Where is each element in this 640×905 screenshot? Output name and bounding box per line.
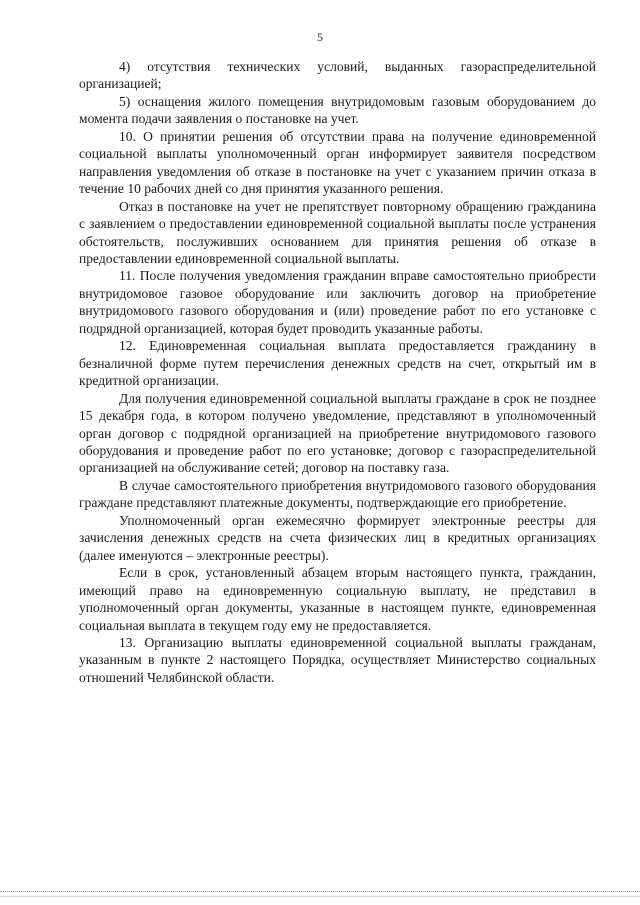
scan-edge-shadow bbox=[0, 896, 640, 897]
paragraph-self-purchase: В случае самостоятельного приобретения внутридомового газового оборудования граждане представляют платежные документы, подтверждающие его приобретение. bbox=[79, 477, 596, 511]
scan-edge-line bbox=[0, 891, 640, 892]
paragraph-refusal-note: Отказ в постановке на учет не препятствует повторному обращению гражданина с заявлением о предоставлении единовременной социальной выплаты после устранения обстоятельств, послуживших основанием для принятия решения об отказе в предоставлении единовременной социальной выплаты. bbox=[79, 198, 596, 266]
document-body bbox=[79, 58, 596, 686]
paragraph-clause-10: 10. О принятии решения об отсутствии права на получение единовременной социальной выплаты уполномоченный орган информирует заявителя посредством направления уведомления об отказе в постановке на учет с указанием причин отказа в течение 10 рабочих дней со дня принятия указанного решения. bbox=[79, 128, 596, 197]
paragraph-missed-deadline: Если в срок, установленный абзацем вторым настоящего пункта, гражданин, имеющий право на единовременную социальную выплату, не представил в уполномоченный орган документы, указанные в настоящем пункте, единовременная социальная выплата в текущем году ему не предоставляется. bbox=[79, 565, 596, 633]
paragraph-item-5: 5) оснащения жилого помещения внутридомовым газовым оборудованием до момента подачи заявления о постановке на учет. bbox=[79, 93, 596, 127]
page-number: 5 bbox=[317, 30, 323, 44]
paragraph-item-4: 4) отсутствия технических условий, выданных газораспределительной организацией; bbox=[79, 59, 596, 92]
paragraph-documents-deadline: Для получения единовременной социальной выплаты граждане в срок не позднее 15 декабря года, в котором получено уведомление, представляют в уполномоченный орган договор с подрядной организацией на приобретение внутридомового газового оборудования и проведение работ по его установке; договор с газораспределительной организацией на обслуживание сетей; договор на поставку газа. bbox=[79, 390, 596, 476]
paragraph-clause-13: 13. Организацию выплаты единовременной социальной выплаты гражданам, указанным в пункте 2 настоящего Порядка, осуществляет Министерство социальных отношений Челябинской области. bbox=[79, 634, 596, 685]
paragraph-electronic-registers: Уполномоченный орган ежемесячно формирует электронные реестры для зачисления денежных средств на счета физических лиц в кредитных организациях (далее именуются – электронные реестры). bbox=[79, 512, 596, 563]
paragraph-clause-12: 12. Единовременная социальная выплата предоставляется гражданину в безналичной форме путем перечисления денежных средств на счет, открытый им в кредитной организации. bbox=[79, 338, 596, 389]
paragraph-clause-11: 11. После получения уведомления гражданин вправе самостоятельно приобрести внутридомовое газовое оборудование или заключить договор на приобретение внутридомового газового оборудования и (или) проведение работ по его установке с подрядной организацией, которая будет проводить указанные работы. bbox=[79, 268, 596, 336]
